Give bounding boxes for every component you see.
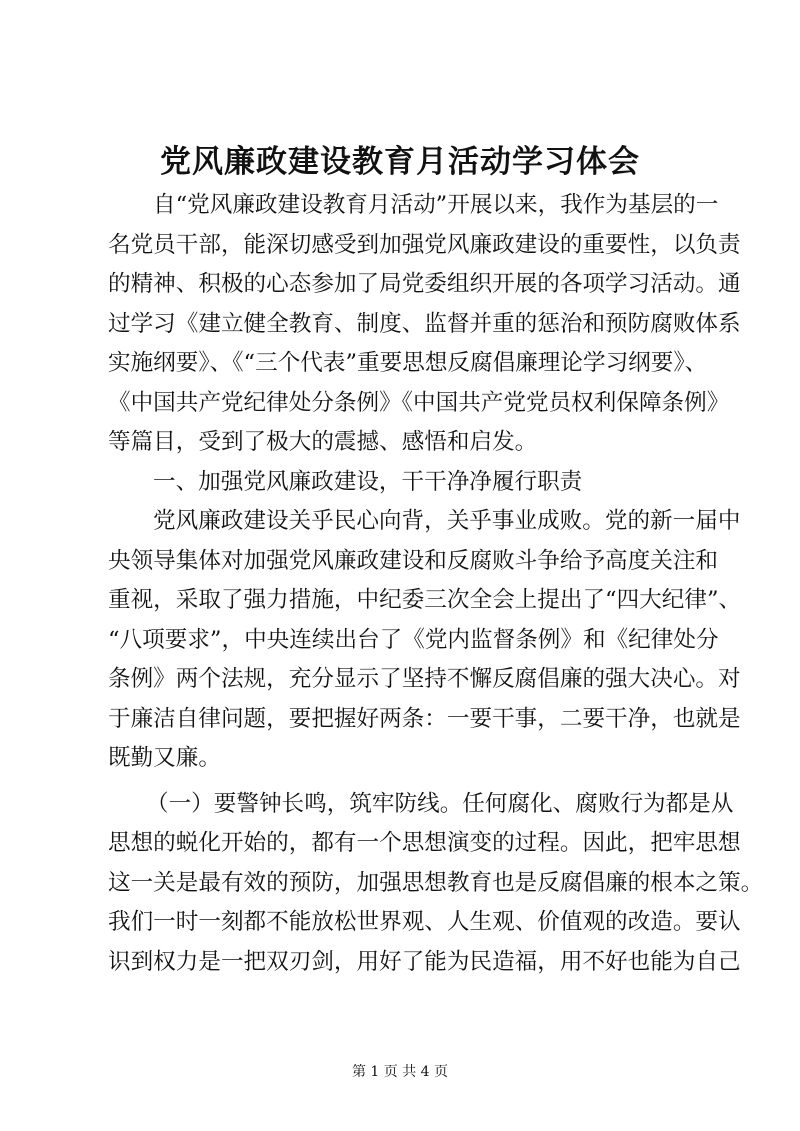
text-line: 思想的蜕化开始的，都有一个思想演变的过程。因此，把牢思想	[108, 830, 741, 856]
text-line: 重视，采取了强力措施，中纪委三次全会上提出了“四大纪律”、	[108, 587, 742, 613]
paragraph-subsection-one	[108, 785, 764, 983]
heading-line: 一、加强党风廉政建设，干干净净履行职责	[153, 468, 583, 495]
text-line: “八项要求”，中央连续出台了《党内监督条例》和《纪律处分	[108, 626, 719, 653]
text-line: 识到权力是一把双刃剑，用好了能为民造福，用不好也能为自己	[108, 948, 741, 975]
text-line: 央领导集体对加强党风廉政建设和反腐败斗争给予高度关注和	[108, 547, 719, 574]
text-line: （一）要警钟长鸣，筑牢防线。任何腐化、腐败行为都是从	[146, 790, 734, 817]
text-line: 自“党风廉政建设教育月活动”开展以来，我作为基层的一	[153, 192, 719, 218]
text-line: 《中国共产党纪律处分条例》《中国共产党党员权利保障条例》	[108, 389, 730, 416]
text-line: 条例》两个法规，充分显示了坚持不懈反腐倡廉的强大决心。对	[108, 666, 741, 692]
section-heading	[108, 463, 694, 503]
text-line: 于廉洁自律问题，要把握好两条：一要干事，二要干净，也就是	[108, 705, 741, 732]
document-body	[108, 186, 764, 982]
text-line: 实施纲要》、《“三个代表”重要思想反腐倡廉理论学习纲要》、	[108, 350, 708, 376]
text-line: 的精神、积极的心态参加了局党委组织开展的各项学习活动。通	[108, 271, 741, 297]
text-line: 这一关是最有效的预防，加强思想教育也是反腐倡廉的根本之策。	[108, 869, 764, 896]
page-number-footer: 第 1 页 共 4 页	[351, 1064, 449, 1080]
text-line: 党风廉政建设关乎民心向背，关乎事业成败。党的新一届中	[153, 508, 741, 534]
paragraph-intro	[108, 186, 741, 463]
text-line: 等篇目，受到了极大的震撼、感悟和启发。	[108, 429, 538, 455]
document-title: 党风廉政建设教育月活动学习体会	[160, 144, 640, 180]
text-line: 我们一时一刻都不能放松世界观、人生观、价值观的改造。要认	[108, 909, 741, 935]
text-line: 过学习《建立健全教育、制度、监督并重的惩治和预防腐败体系	[108, 310, 741, 337]
paragraph-section-one	[108, 502, 742, 779]
text-line: 既勤又廉。	[108, 745, 221, 771]
text-line: 名党员干部，能深切感受到加强党风廉政建设的重要性，以负责	[108, 231, 741, 258]
